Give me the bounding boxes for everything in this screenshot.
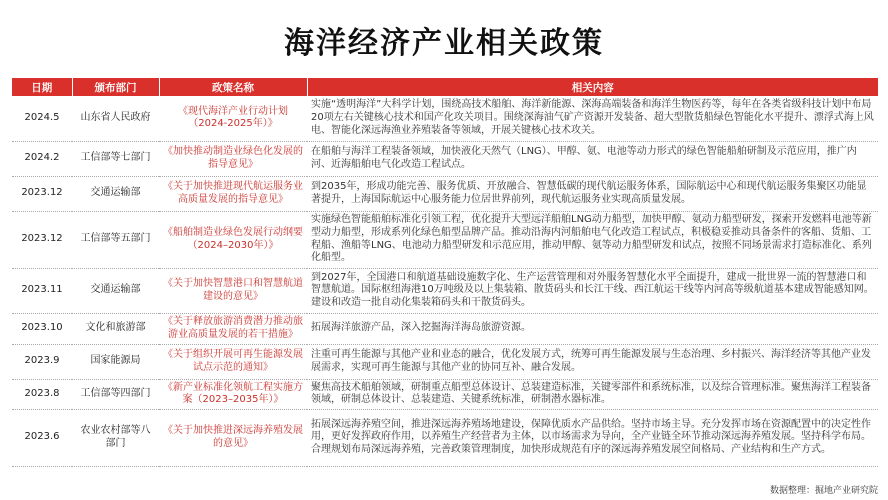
row-dept: 交通运输部 <box>72 176 159 211</box>
row-content: 实施绿色智能船舶标准化引领工程，优化提升大型远洋船舶LNG动力船型，加快甲醇、氨动力船型研发，探索开发燃料电池等新型动力船型，形成系列化绿色船型品牌产品。推动沿海内河船舶电气化改造工程试点，积极稳妥推动具备条件的客船、货船、工程船、渔船等LNG、电池动力船型研发和示范应用，推动甲醇、氨等动力船型研发和试点，按照不同场景需求打造标准化、系列化船型。 <box>307 211 878 268</box>
table-row <box>12 176 878 211</box>
row-dept: 工信部等七部门 <box>72 141 159 176</box>
table-row <box>12 96 878 141</box>
row-date: 2024.5 <box>12 96 72 141</box>
row-dept: 国家能源局 <box>72 344 159 379</box>
header-date: 日期 <box>12 78 72 96</box>
row-dept: 农业农村部等八部门 <box>72 409 159 466</box>
row-date: 2024.2 <box>12 141 72 176</box>
row-dept: 工信部等五部门 <box>72 211 159 268</box>
source-footer: 数据整理：掘地产业研究院 <box>769 486 878 496</box>
row-date: 2023.6 <box>12 409 72 466</box>
row-date: 2023.8 <box>12 379 72 409</box>
row-policy-name: 《关于组织开展可再生能源发展试点示范的通知》 <box>159 344 307 379</box>
row-content: 到2035年，形成功能完善、服务优质、开放融合、智慧低碳的现代航运服务体系，国际航运中心和现代航运服务集聚区功能显著提升，上海国际航运中心服务能力位居世界前列，现代航运服务业实现高质量发展。 <box>307 176 878 211</box>
row-dept: 交通运输部 <box>72 268 159 313</box>
table-row <box>12 268 878 313</box>
header-content: 相关内容 <box>307 78 878 96</box>
table-header-row <box>12 78 878 96</box>
row-policy-name: 《现代海洋产业行动计划（2024-2025年）》 <box>159 96 307 141</box>
row-policy-name: 《新产业标准化领航工程实施方案（2023–2035年）》 <box>159 379 307 409</box>
row-content: 拓展深远海养殖空间，推进深远海养殖场地建设，保障优质水产品供给。坚持市场主导。充分发挥市场在资源配置中的决定性作用，更好发挥政府作用，以养殖生产经营者为主体，以市场需求为导向，全产业链全环节推动深远海养殖发展。坚持科学布局。合理规划布局深远海养殖，完善政策管理制度，加快形成规范有序的深远海养殖发展空间格局、产业结构和生产方式。 <box>307 409 878 466</box>
row-date: 2023.12 <box>12 211 72 268</box>
row-policy-name: 《加快推动制造业绿色化发展的指导意见》 <box>159 141 307 176</box>
table-row <box>12 409 878 466</box>
row-policy-name: 《关于加快推进现代航运服务业高质量发展的指导意见》 <box>159 176 307 211</box>
row-dept: 山东省人民政府 <box>72 96 159 141</box>
header-dept: 颁布部门 <box>72 78 159 96</box>
row-policy-name: 《关于加快推进深远海养殖发展的意见》 <box>159 409 307 466</box>
row-content: 在船舶与海洋工程装备领域，加快液化天然气（LNG）、甲醇、氨、电池等动力形式的绿色智能船舶研制及示范应用，推广内河、近海船舶电气化改造工程试点。 <box>307 141 878 176</box>
row-date: 2023.10 <box>12 313 72 344</box>
table-row <box>12 141 878 176</box>
row-policy-name: 《关于释放旅游消费潜力推动旅游业高质量发展的若干措施》 <box>159 313 307 344</box>
table-row <box>12 313 878 344</box>
row-date: 2023.11 <box>12 268 72 313</box>
row-content: 聚焦高技术船舶领域，研制重点船型总体设计、总装建造标准，关键零部件和系统标准，以及综合管理标准。聚焦海洋工程装备领域，研制总体设计、总装建造、关键系统标准，研制潜水器标准。 <box>307 379 878 409</box>
header-policy-name: 政策名称 <box>159 78 307 96</box>
row-policy-name: 《关于加快智慧港口和智慧航道建设的意见》 <box>159 268 307 313</box>
row-date: 2023.12 <box>12 176 72 211</box>
row-content: 拓展海洋旅游产品，深入挖掘海洋海岛旅游资源。 <box>307 313 878 344</box>
row-dept: 文化和旅游部 <box>72 313 159 344</box>
table-row <box>12 379 878 409</box>
page-title: 海洋经济产业相关政策 <box>284 26 604 61</box>
table-row <box>12 211 878 268</box>
row-dept: 工信部等四部门 <box>72 379 159 409</box>
row-policy-name: 《船舶制造业绿色发展行动纲要（2024–2030年）》 <box>159 211 307 268</box>
policy-table <box>12 78 878 467</box>
row-date: 2023.9 <box>12 344 72 379</box>
table-row <box>12 344 878 379</box>
row-content: 到2027年，全国港口和航道基础设施数字化、生产运营管理和对外服务智慧化水平全面提升，建成一批世界一流的智慧港口和智慧航道。国际枢纽海港10万吨级及以上集装箱、散货码头和长江干线、西江航运干线等内河高等级航道基本建成智能感知网。建设和改造一批自动化集装箱码头和干散货码头。 <box>307 268 878 313</box>
row-content: 注重可再生能源与其他产业和业态的融合，优化发展方式，统筹可再生能源发展与生态治理、乡村振兴、海洋经济等其他产业发展需求，实现可再生能源与其他产业的协同互补、融合发展。 <box>307 344 878 379</box>
row-content: 实施“透明海洋”大科学计划，围绕高技术船舶、海洋新能源、深海高端装备和海洋生物医药等，每年在各类省级科技计划中布局20项左右关键核心技术和国产化攻关项目。围绕深海油气矿产资源开发装备、超大型散货船绿色智能化水平提升、漂浮式海上风电、智能化深远海渔业养殖装备等领域，开展关键核心技术攻关。 <box>307 96 878 141</box>
